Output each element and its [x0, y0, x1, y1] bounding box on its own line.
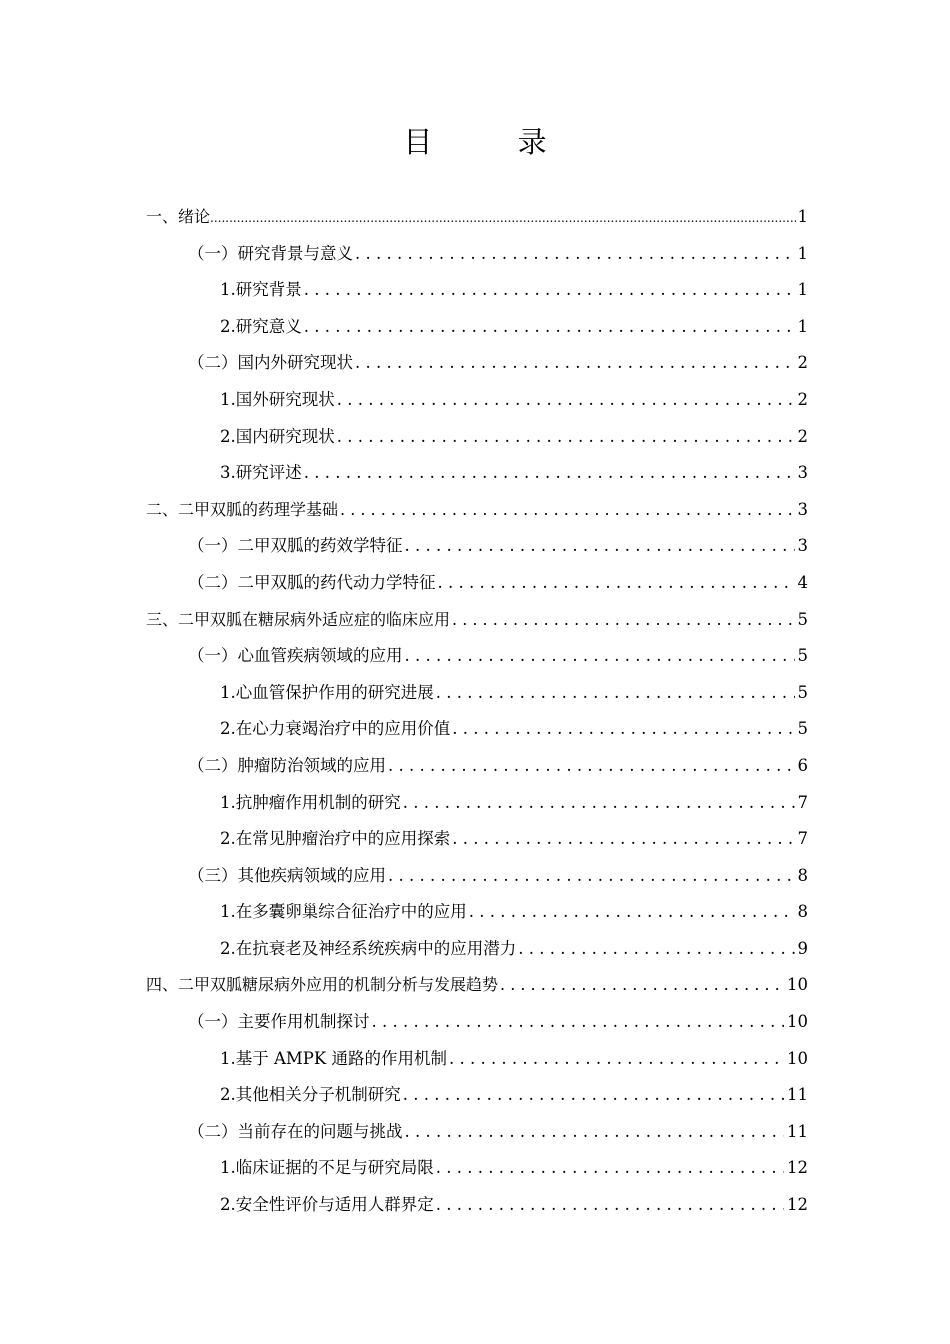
dot-leader — [500, 967, 784, 1004]
toc-entry[interactable] — [146, 748, 808, 785]
toc-entry-label: 国内研究现状 — [235, 426, 335, 446]
toc-entry-label: （一）二甲双胍的药效学特征 — [188, 536, 403, 556]
toc-entry[interactable] — [146, 675, 808, 712]
toc-entry[interactable] — [146, 711, 808, 748]
toc-entry-label: （三）其他疾病领域的应用 — [188, 865, 386, 885]
toc-entry[interactable] — [146, 1150, 808, 1187]
toc-entry[interactable] — [146, 638, 808, 675]
toc-entry[interactable] — [146, 858, 808, 895]
toc-entry-page-number: 12 — [787, 1158, 808, 1178]
toc-entry[interactable] — [146, 199, 808, 236]
dot-leader — [449, 1041, 784, 1078]
dot-leader — [403, 785, 795, 822]
dot-leader — [436, 1150, 784, 1187]
dot-leader — [518, 931, 794, 968]
toc-entry-number: 1. — [220, 280, 236, 300]
toc-entry[interactable] — [146, 565, 808, 602]
dot-leader — [210, 199, 795, 237]
toc-entry-page-number: 3 — [797, 536, 808, 556]
toc-entry[interactable] — [146, 821, 808, 858]
toc-entry-page-number: 1 — [797, 280, 808, 300]
toc-entry[interactable] — [146, 272, 808, 309]
toc-entry-page-number: 3 — [797, 499, 808, 519]
dot-leader — [452, 711, 794, 748]
toc-entry-number: 2. — [220, 938, 236, 958]
toc-entry-label: 其他相关分子机制研究 — [235, 1085, 401, 1105]
toc-entry-label: （一）研究背景与意义 — [188, 243, 353, 263]
toc-entry-page-number: 1 — [797, 207, 808, 226]
dot-leader — [403, 1077, 784, 1114]
toc-entry-number: 2. — [220, 1085, 236, 1105]
toc-entry-label: 抗肿瘤作用机制的研究 — [235, 792, 401, 812]
toc-entry-number: 2. — [220, 316, 236, 336]
toc-entry-page-number: 2 — [797, 353, 808, 373]
dot-leader — [304, 455, 795, 492]
dot-leader — [340, 492, 794, 529]
toc-entry-label: （二）肿瘤防治领域的应用 — [188, 755, 386, 775]
toc-entry-page-number: 10 — [787, 1048, 808, 1068]
toc-entry-page-number: 10 — [787, 975, 808, 995]
toc-entry[interactable] — [146, 1004, 808, 1041]
toc-entry[interactable] — [146, 419, 808, 456]
dot-leader — [304, 272, 795, 309]
toc-entry-page-number: 2 — [797, 426, 808, 446]
toc-entry-label: （一）心血管疾病领域的应用 — [188, 646, 403, 666]
toc-entry-page-number: 8 — [797, 902, 808, 922]
toc-entry-page-number: 1 — [797, 316, 808, 336]
toc-entry-label: 国外研究现状 — [235, 389, 335, 409]
dot-leader — [438, 565, 795, 602]
toc-entry-page-number: 11 — [787, 1121, 808, 1141]
toc-entry-page-number: 5 — [797, 682, 808, 702]
toc-entry-page-number: 11 — [787, 1085, 808, 1105]
toc-entry[interactable] — [146, 785, 808, 822]
toc-entry[interactable] — [146, 309, 808, 346]
toc-entry[interactable] — [146, 1077, 808, 1114]
toc-entry-number: 1. — [220, 902, 236, 922]
dot-leader — [337, 382, 795, 419]
toc-entry-page-number: 5 — [797, 609, 808, 629]
toc-entry-label: 在常见肿瘤治疗中的应用探索 — [235, 829, 451, 849]
toc-entry[interactable] — [146, 931, 808, 968]
toc-entry-label: 基于 AMPK 通路的作用机制 — [235, 1048, 447, 1068]
toc-entry-label: 研究背景 — [235, 280, 302, 300]
toc-entry-label: （二）二甲双胍的药代动力学特征 — [188, 572, 436, 592]
toc-entry-label: 在抗衰老及神经系统疾病中的应用潜力 — [235, 938, 517, 958]
toc-entry-page-number: 9 — [797, 938, 808, 958]
toc-entry-label: 在多囊卵巢综合征治疗中的应用 — [235, 902, 467, 922]
toc-entry-number: 2. — [220, 719, 236, 739]
dot-leader — [372, 1004, 785, 1041]
toc-entry-label: 研究意义 — [235, 316, 302, 336]
toc-entry-label: 临床证据的不足与研究局限 — [235, 1158, 434, 1178]
toc-entry-page-number: 6 — [797, 755, 808, 775]
toc-entry[interactable] — [146, 1041, 808, 1078]
toc-entry-label: 在心力衰竭治疗中的应用价值 — [235, 719, 451, 739]
toc-entry[interactable] — [146, 236, 808, 273]
toc-entry[interactable] — [146, 894, 808, 931]
toc-entry-label: （一）主要作用机制探讨 — [188, 1012, 370, 1032]
toc-entry-page-number: 4 — [797, 572, 808, 592]
dot-leader — [452, 821, 794, 858]
dot-leader — [304, 309, 795, 346]
dot-leader — [355, 345, 795, 382]
toc-entry-page-number: 5 — [797, 719, 808, 739]
page-title: 目 录 — [403, 125, 585, 159]
toc-entry[interactable] — [146, 455, 808, 492]
toc-entry-page-number: 10 — [787, 1012, 808, 1032]
toc-entry-number: 1. — [220, 1158, 236, 1178]
dot-leader — [405, 1114, 785, 1151]
toc-entry-page-number: 2 — [797, 389, 808, 409]
toc-entry-number: 1. — [220, 682, 236, 702]
dot-leader — [405, 638, 795, 675]
table-of-contents — [146, 199, 808, 1224]
toc-entry[interactable] — [146, 967, 808, 1004]
toc-entry-number: 1. — [220, 1048, 236, 1068]
toc-entry-number: 1. — [220, 792, 236, 812]
dot-leader — [469, 894, 795, 931]
toc-entry-page-number: 7 — [797, 829, 808, 849]
toc-entry-number: 2. — [220, 426, 236, 446]
dot-leader — [355, 236, 795, 273]
toc-entry-label: 二、二甲双胍的药理学基础 — [146, 499, 339, 519]
toc-entry-label: 三、二甲双胍在糖尿病外适应症的临床应用 — [146, 609, 451, 629]
toc-entry-number: 1. — [220, 389, 236, 409]
toc-entry-page-number: 1 — [797, 243, 808, 263]
dot-leader — [452, 602, 794, 639]
toc-entry[interactable] — [146, 345, 808, 382]
toc-entry-label: 安全性评价与适用人群界定 — [235, 1195, 434, 1215]
toc-entry-number: 3. — [220, 463, 236, 483]
toc-entry[interactable] — [146, 382, 808, 419]
toc-entry[interactable] — [146, 1114, 808, 1151]
toc-entry-page-number: 12 — [787, 1195, 808, 1215]
dot-leader — [405, 528, 795, 565]
dot-leader — [436, 675, 795, 712]
toc-entry-label: （二）当前存在的问题与挑战 — [188, 1121, 403, 1141]
toc-entry-label: 四、二甲双胍糖尿病外应用的机制分析与发展趋势 — [146, 975, 499, 995]
toc-entry-page-number: 3 — [797, 463, 808, 483]
toc-entry-page-number: 8 — [797, 865, 808, 885]
toc-entry[interactable] — [146, 1187, 808, 1224]
dot-leader — [337, 419, 795, 456]
toc-entry-page-number: 5 — [797, 646, 808, 666]
toc-entry[interactable] — [146, 602, 808, 639]
dot-leader — [436, 1187, 784, 1224]
toc-entry-label: 心血管保护作用的研究进展 — [235, 682, 434, 702]
toc-entry[interactable] — [146, 528, 808, 565]
toc-entry[interactable] — [146, 492, 808, 529]
dot-leader — [388, 748, 795, 785]
toc-entry-number: 2. — [220, 1195, 236, 1215]
toc-entry-page-number: 7 — [797, 792, 808, 812]
toc-entry-label: （二）国内外研究现状 — [188, 353, 353, 373]
toc-entry-label: 一、绪论 — [146, 207, 211, 226]
dot-leader — [388, 858, 795, 895]
toc-entry-number: 2. — [220, 829, 236, 849]
toc-entry-label: 研究评述 — [235, 463, 302, 483]
